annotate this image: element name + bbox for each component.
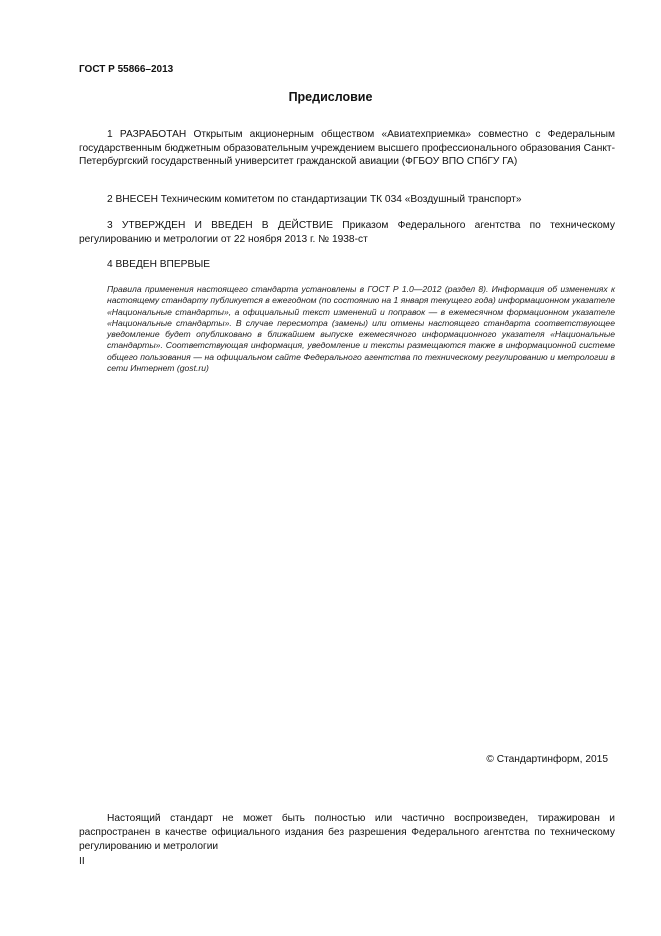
page-title: Предисловие: [288, 90, 373, 104]
preface-item-text: 2 ВНЕСЕН Техническим комитетом по стандартизации ТК 034 «Воздушный транспорт»: [107, 194, 522, 205]
preface-item-1: [79, 128, 615, 169]
preface-item-text: 3 УТВЕРЖДЕН И ВВЕДЕН В ДЕЙСТВИЕ Приказом Федерального агентства по техническому регулированию и метрологии от 22 ноября 2013 г. № 1938-ст: [79, 220, 615, 245]
copyright-notice: © Стандартинформ, 2015: [486, 754, 608, 765]
reproduction-notice: [79, 812, 615, 853]
standard-number: ГОСТ Р 55866–2013: [79, 64, 174, 75]
reproduction-text: Настоящий стандарт не может быть полностью или частично воспроизведен, тиражирован и распространен в качестве официального издания без разрешения Федерального агентства по техническому регулированию и метрологии: [79, 813, 615, 852]
page-number: II: [79, 856, 85, 867]
preface-item-4: [79, 258, 615, 272]
application-note: Правила применения настоящего стандарта установлены в ГОСТ Р 1.0—2012 (раздел 8). Информация об изменениях к настоящему стандарту публикуется в ежегодном (по состоянию на 1 января текущего года) информационном указателе «Национальные стандарты», а официальный текст изменений и поправок — в ежемесячном формационном указателе «Национальные стандарты». В случае пересмотра (замены) или отмены настоящего стандарта соответствующее уведомление будет опубликовано в ближайшем выпуске ежемесячного информационного указателя «Национальные стандарты». Соответствующая информация, уведомление и тексты размещаются также в информационной системе общего пользования — на официальном сайте Федерального агентства по техническому регулированию и метрологии в сети Интернет (gost.ru): [107, 284, 615, 374]
preface-item-text: 1 РАЗРАБОТАН Открытым акционерным обществом «Авиатехприемка» совместно с Федеральным государственным бюджетным образовательным учреждением высшего профессионального образования Санкт-Петербургский государственный университет гражданской авиации (ФГБОУ ВПО СПбГУ ГА): [79, 129, 615, 167]
preface-item-text: 4 ВВЕДЕН ВПЕРВЫЕ: [107, 259, 211, 270]
preface-item-2: [79, 193, 615, 207]
preface-item-3: [79, 219, 615, 246]
